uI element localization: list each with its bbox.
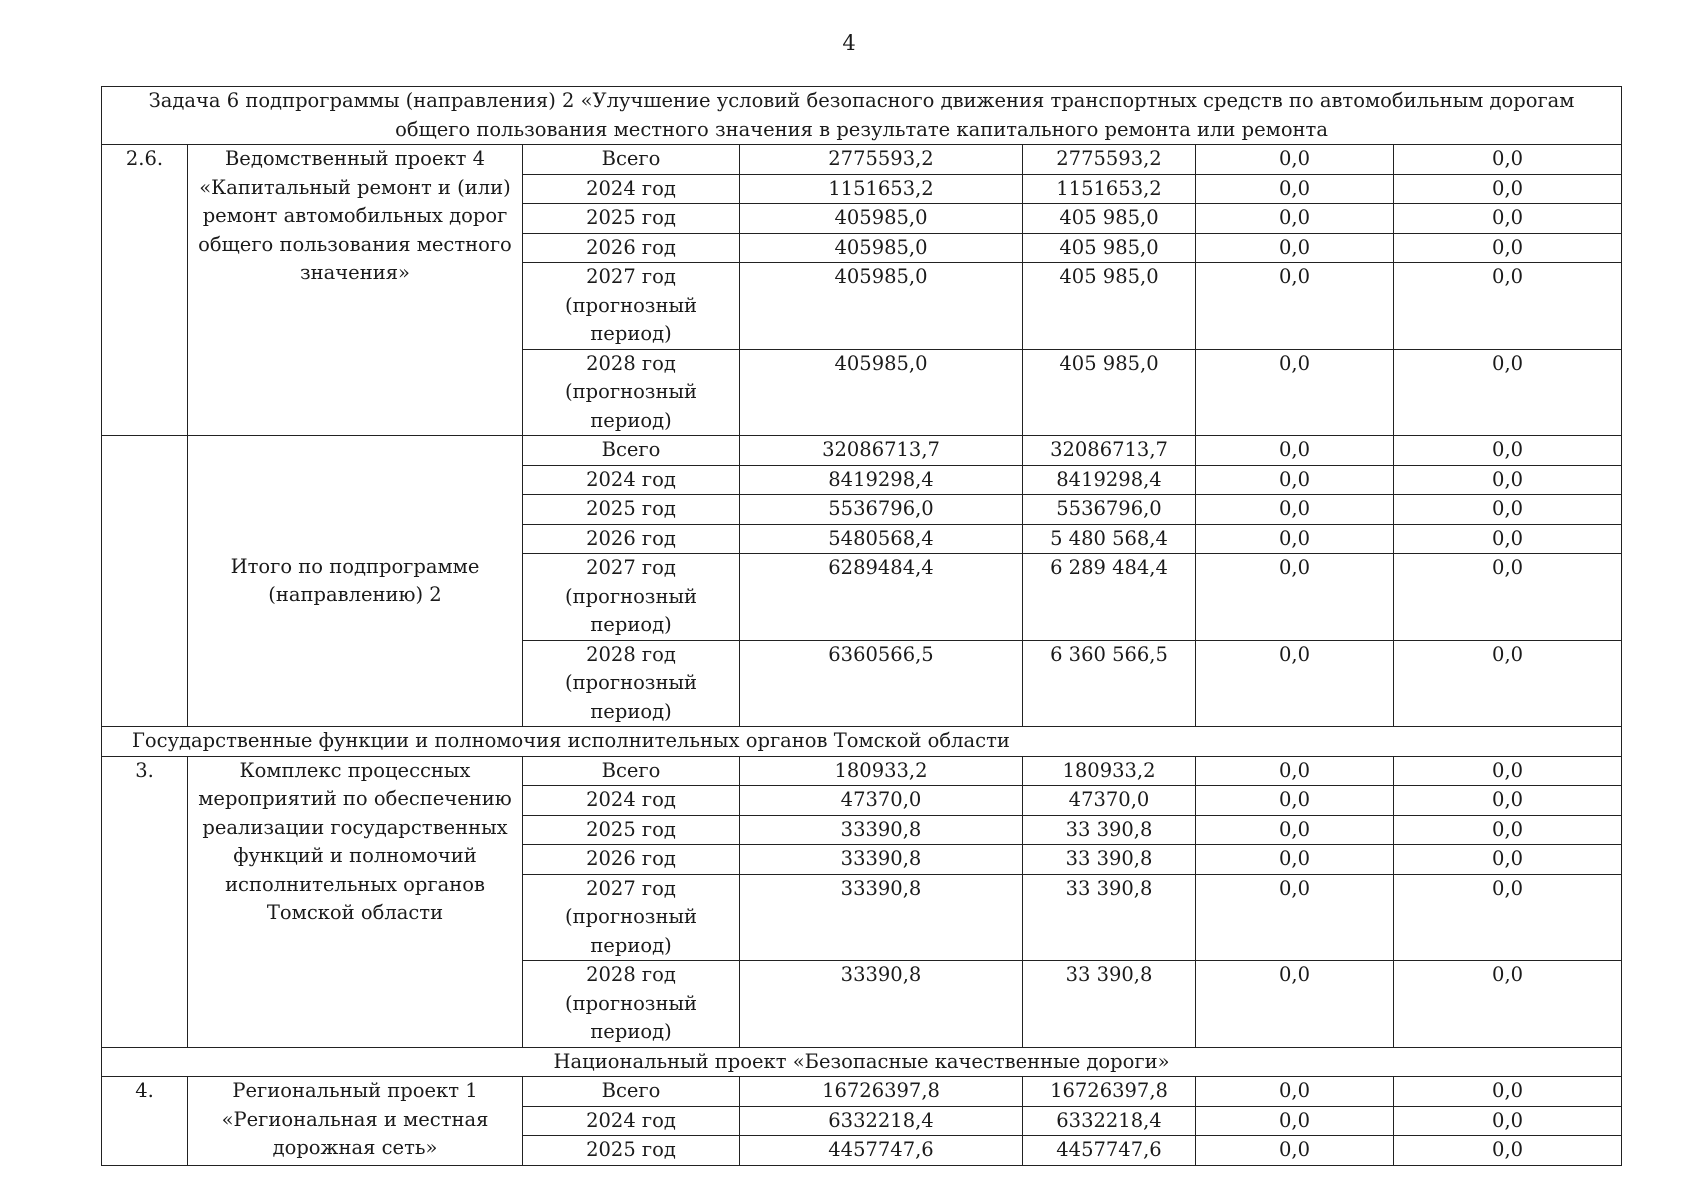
period-cell: 2024 год [523, 786, 740, 816]
amount-cell: 16726397,8 [1023, 1077, 1196, 1107]
amount-cell: 0,0 [1394, 204, 1622, 234]
total-amount-cell: 405985,0 [740, 204, 1023, 234]
total-amount-cell: 405985,0 [740, 233, 1023, 263]
amount-cell: 8419298,4 [1023, 465, 1196, 495]
total-amount-cell: 1151653,2 [740, 174, 1023, 204]
amount-cell: 0,0 [1394, 465, 1622, 495]
period-cell: 2025 год [523, 1136, 740, 1166]
amount-cell: 5536796,0 [1023, 495, 1196, 525]
item-name: Региональный проект 1 «Региональная и местная дорожная сеть» [188, 1077, 523, 1166]
section-title: Задача 6 подпрограммы (направления) 2 «Улучшение условий безопасного движения транспортных средств по автомобильным дорогам общего пользования местного значения в результате капитального ремонта или ремонта [102, 87, 1622, 145]
amount-cell: 0,0 [1196, 845, 1394, 875]
funding-table [101, 86, 1622, 1166]
amount-cell: 0,0 [1394, 349, 1622, 436]
amount-cell: 0,0 [1196, 204, 1394, 234]
amount-cell: 405 985,0 [1023, 349, 1196, 436]
amount-cell: 32086713,7 [1023, 436, 1196, 466]
amount-cell: 0,0 [1196, 233, 1394, 263]
period-cell: 2024 год [523, 1106, 740, 1136]
amount-cell: 0,0 [1394, 815, 1622, 845]
amount-cell: 2775593,2 [1023, 145, 1196, 175]
table-row [102, 145, 1622, 175]
item-number: 4. [102, 1077, 188, 1166]
amount-cell: 0,0 [1394, 961, 1622, 1048]
total-amount-cell: 2775593,2 [740, 145, 1023, 175]
amount-cell: 180933,2 [1023, 756, 1196, 786]
amount-cell: 0,0 [1394, 1136, 1622, 1166]
section-title: Государственные функции и полномочия исполнительных органов Томской области [102, 727, 1622, 757]
amount-cell: 1151653,2 [1023, 174, 1196, 204]
amount-cell: 0,0 [1394, 756, 1622, 786]
amount-cell: 0,0 [1394, 145, 1622, 175]
period-cell: 2025 год [523, 815, 740, 845]
period-cell: Всего [523, 1077, 740, 1107]
total-amount-cell: 5536796,0 [740, 495, 1023, 525]
total-amount-cell: 180933,2 [740, 756, 1023, 786]
amount-cell: 4457747,6 [1023, 1136, 1196, 1166]
total-amount-cell: 16726397,8 [740, 1077, 1023, 1107]
amount-cell: 0,0 [1196, 756, 1394, 786]
period-cell: Всего [523, 436, 740, 466]
amount-cell: 0,0 [1196, 465, 1394, 495]
item-number [102, 436, 188, 727]
amount-cell: 0,0 [1394, 874, 1622, 961]
amount-cell: 33 390,8 [1023, 815, 1196, 845]
amount-cell: 6 360 566,5 [1023, 640, 1196, 727]
total-amount-cell: 405985,0 [740, 349, 1023, 436]
amount-cell: 0,0 [1394, 233, 1622, 263]
period-cell: 2028 год (прогнозный период) [523, 961, 740, 1048]
amount-cell: 0,0 [1196, 1106, 1394, 1136]
amount-cell: 0,0 [1196, 1136, 1394, 1166]
amount-cell: 0,0 [1196, 436, 1394, 466]
table-row [102, 436, 1622, 466]
period-cell: 2028 год (прогнозный период) [523, 640, 740, 727]
table-row [102, 1077, 1622, 1107]
amount-cell: 0,0 [1394, 554, 1622, 641]
total-amount-cell: 6332218,4 [740, 1106, 1023, 1136]
item-number: 2.6. [102, 145, 188, 436]
period-cell: 2024 год [523, 174, 740, 204]
amount-cell: 6332218,4 [1023, 1106, 1196, 1136]
period-cell: 2026 год [523, 524, 740, 554]
period-cell: Всего [523, 145, 740, 175]
period-cell: 2024 год [523, 465, 740, 495]
amount-cell: 0,0 [1196, 524, 1394, 554]
period-cell: 2026 год [523, 233, 740, 263]
period-cell: 2025 год [523, 495, 740, 525]
total-amount-cell: 405985,0 [740, 263, 1023, 350]
period-cell: 2027 год (прогнозный период) [523, 263, 740, 350]
amount-cell: 0,0 [1394, 263, 1622, 350]
section-title: Национальный проект «Безопасные качественные дороги» [102, 1047, 1622, 1077]
section-header-row [102, 87, 1622, 145]
amount-cell: 0,0 [1196, 174, 1394, 204]
amount-cell: 405 985,0 [1023, 233, 1196, 263]
item-name: Итого по подпрограмме (направлению) 2 [188, 436, 523, 727]
amount-cell: 0,0 [1196, 815, 1394, 845]
amount-cell: 405 985,0 [1023, 263, 1196, 350]
total-amount-cell: 33390,8 [740, 961, 1023, 1048]
amount-cell: 0,0 [1394, 845, 1622, 875]
amount-cell: 0,0 [1394, 1106, 1622, 1136]
amount-cell: 47370,0 [1023, 786, 1196, 816]
amount-cell: 33 390,8 [1023, 961, 1196, 1048]
amount-cell: 0,0 [1394, 786, 1622, 816]
amount-cell: 0,0 [1394, 174, 1622, 204]
amount-cell: 0,0 [1394, 524, 1622, 554]
total-amount-cell: 33390,8 [740, 815, 1023, 845]
amount-cell: 0,0 [1394, 640, 1622, 727]
total-amount-cell: 8419298,4 [740, 465, 1023, 495]
amount-cell: 0,0 [1196, 495, 1394, 525]
item-name: Комплекс процессных мероприятий по обеспечению реализации государственных функций и полномочий исполнительных органов Томской области [188, 756, 523, 1047]
period-cell: Всего [523, 756, 740, 786]
amount-cell: 0,0 [1196, 786, 1394, 816]
total-amount-cell: 6360566,5 [740, 640, 1023, 727]
item-number: 3. [102, 756, 188, 1047]
amount-cell: 0,0 [1394, 436, 1622, 466]
amount-cell: 0,0 [1196, 1077, 1394, 1107]
amount-cell: 5 480 568,4 [1023, 524, 1196, 554]
section-header-row [102, 727, 1622, 757]
page-number: 4 [842, 31, 856, 55]
period-cell: 2026 год [523, 845, 740, 875]
amount-cell: 0,0 [1196, 263, 1394, 350]
amount-cell: 0,0 [1196, 349, 1394, 436]
amount-cell: 0,0 [1196, 554, 1394, 641]
period-cell: 2028 год (прогнозный период) [523, 349, 740, 436]
amount-cell: 0,0 [1196, 874, 1394, 961]
total-amount-cell: 5480568,4 [740, 524, 1023, 554]
table-row [102, 756, 1622, 786]
item-name: Ведомственный проект 4 «Капитальный ремонт и (или) ремонт автомобильных дорог общего пользования местного значения» [188, 145, 523, 436]
total-amount-cell: 32086713,7 [740, 436, 1023, 466]
amount-cell: 0,0 [1196, 961, 1394, 1048]
period-cell: 2025 год [523, 204, 740, 234]
amount-cell: 33 390,8 [1023, 845, 1196, 875]
amount-cell: 0,0 [1196, 640, 1394, 727]
section-header-row [102, 1047, 1622, 1077]
total-amount-cell: 6289484,4 [740, 554, 1023, 641]
period-cell: 2027 год (прогнозный период) [523, 554, 740, 641]
amount-cell: 405 985,0 [1023, 204, 1196, 234]
amount-cell: 0,0 [1394, 495, 1622, 525]
amount-cell: 0,0 [1196, 145, 1394, 175]
total-amount-cell: 33390,8 [740, 874, 1023, 961]
total-amount-cell: 47370,0 [740, 786, 1023, 816]
amount-cell: 0,0 [1394, 1077, 1622, 1107]
amount-cell: 6 289 484,4 [1023, 554, 1196, 641]
amount-cell: 33 390,8 [1023, 874, 1196, 961]
period-cell: 2027 год (прогнозный период) [523, 874, 740, 961]
total-amount-cell: 4457747,6 [740, 1136, 1023, 1166]
total-amount-cell: 33390,8 [740, 845, 1023, 875]
